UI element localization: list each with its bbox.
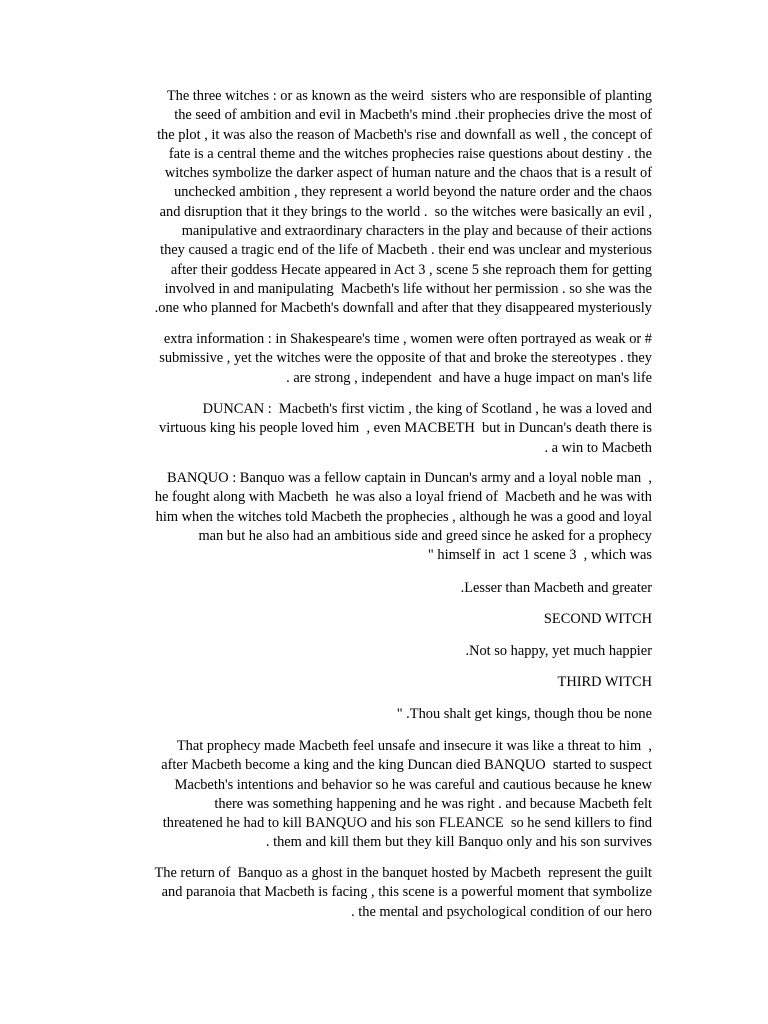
paragraph-line: extra information : in Shakespeare's time , women were often portrayed as weak or # xyxy=(163,331,652,347)
paragraph-line: they caused a tragic end of the life of Macbeth . their end was unclear and mysterious xyxy=(160,242,652,259)
paragraph-line: The three witches : or as known as the weird sisters who are responsible of planting xyxy=(166,88,652,104)
paragraph-line: .one who planned for Macbeth's downfall and after that they disappeared mysteriously xyxy=(154,300,652,317)
paragraph-line: " himself in act 1 scene 3 , which was xyxy=(427,547,652,564)
paragraph-line: the plot , it was also the reason of Macbeth's rise and downfall as well , the concept of xyxy=(157,126,652,143)
paragraph-line: the seed of ambition and evil in Macbeth's mind .their prophecies drive the most of xyxy=(174,107,652,124)
extra-information-paragraph xyxy=(112,330,652,388)
quote-line xyxy=(112,642,652,661)
paragraph-line: Macbeth's intentions and behavior so he was careful and cautious because he knew xyxy=(174,776,652,793)
paragraph-line: . a win to Macbeth xyxy=(544,439,652,456)
duncan-paragraph xyxy=(112,400,652,458)
paragraph-line: The return of Banquo as a ghost in the banquet hosted by Macbeth represent the guilt xyxy=(154,865,652,881)
paragraph-line: involved in and manipulating Macbeth's life without her permission . so she was the xyxy=(164,280,652,297)
speaker-name: SECOND WITCH xyxy=(543,611,652,627)
paragraph-line: DUNCAN : Macbeth's first victim , the king of Scotland , he was a loved and xyxy=(202,401,652,417)
paragraph-line: That prophecy made Macbeth feel unsafe and insecure it was like a threat to him , xyxy=(176,738,652,754)
paragraph-line: fate is a central theme and the witches prophecies raise questions about destiny . the xyxy=(168,145,652,162)
quote-line xyxy=(112,705,652,724)
quote-text: " .Thou shalt get kings, though thou be none xyxy=(396,706,652,722)
speaker-heading xyxy=(112,610,652,629)
paragraph-line: submissive , yet the witches were the opposite of that and broke the stereotypes . they xyxy=(159,350,652,367)
paragraph-line: . are strong , independent and have a huge impact on man's life xyxy=(286,369,652,386)
speaker-heading xyxy=(112,673,652,692)
paragraph-line: threatened he had to kill BANQUO and his son FLEANCE so he send killers to find xyxy=(162,815,652,832)
paragraph-line: after their goddess Hecate appeared in Act 3 , scene 5 she reproach them for getting xyxy=(170,261,652,278)
quote-text: .Not so happy, yet much happier xyxy=(465,643,652,659)
paragraph-line: after Macbeth become a king and the king Duncan died BANQUO started to suspect xyxy=(161,757,652,774)
ghost-paragraph xyxy=(112,864,652,922)
paragraph-line: he fought along with Macbeth he was also a loyal friend of Macbeth and he was with xyxy=(154,489,652,506)
prophecy-paragraph xyxy=(112,737,652,853)
paragraph-line: manipulative and extraordinary characters in the play and because of their actions xyxy=(181,223,652,240)
paragraph-line: man but he also had an ambitious side and greed since he asked for a prophecy xyxy=(198,527,652,544)
banquo-paragraph xyxy=(112,469,652,565)
paragraph-line: . them and kill them but they kill Banquo only and his son survives xyxy=(265,834,652,851)
paragraph-line: there was something happening and he was right . and because Macbeth felt xyxy=(214,795,652,812)
paragraph-line: witches symbolize the darker aspect of human nature and the chaos that is a result of xyxy=(164,165,652,182)
quote-text: .Lesser than Macbeth and greater xyxy=(460,580,652,596)
paragraph-line: BANQUO : Banquo was a fellow captain in Duncan's army and a loyal noble man , xyxy=(167,470,652,486)
paragraph-line: him when the witches told Macbeth the prophecies , although he was a good and loyal xyxy=(155,508,652,525)
quote-line xyxy=(112,579,652,598)
paragraph-line: and disruption that it they brings to the world . so the witches were basically an evil , xyxy=(159,203,652,220)
witches-paragraph xyxy=(112,87,652,319)
paragraph-line: and paranoia that Macbeth is facing , this scene is a powerful moment that symbolize xyxy=(161,884,652,901)
speaker-name: THIRD WITCH xyxy=(557,674,652,690)
paragraph-line: virtuous king his people loved him , even MACBETH but in Duncan's death there is xyxy=(159,420,652,437)
paragraph-line: unchecked ambition , they represent a world beyond the nature order and the chaos xyxy=(174,184,652,201)
paragraph-line: . the mental and psychological condition of our hero xyxy=(351,903,652,920)
